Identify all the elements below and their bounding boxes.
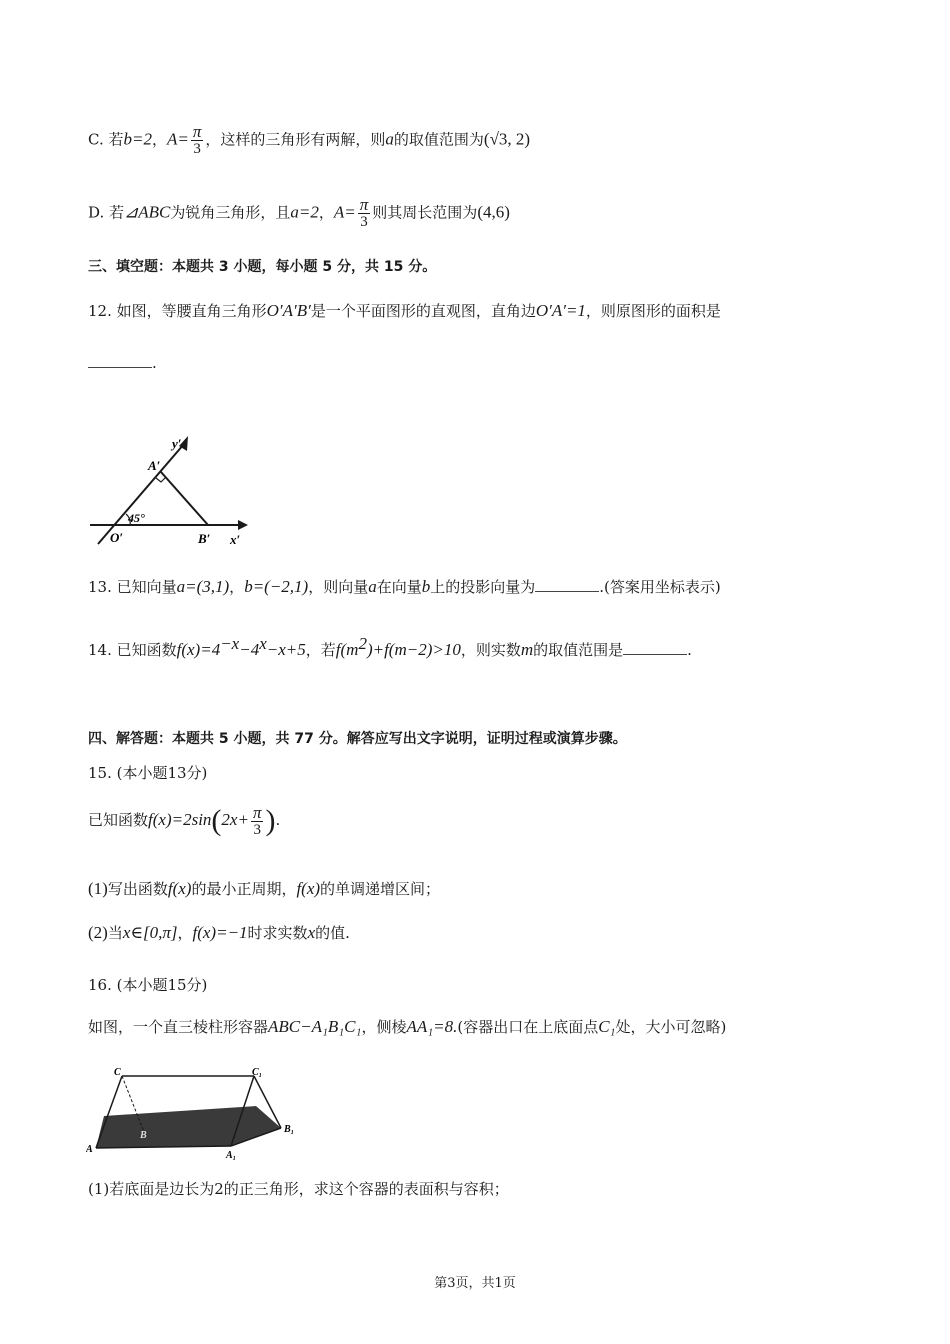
question-15-head: 15. (本小题13分)	[88, 764, 208, 782]
o-label: O′	[110, 530, 124, 545]
page-footer: 第3页，共1页	[434, 1276, 516, 1291]
label-c1: C₁	[252, 1067, 263, 1078]
question-12: 12. 如图，等腰直角三角形O′A′B′是一个平面图形的直观图，直角边O′A′=1，则原图形的面积是	[88, 301, 721, 320]
label-c: C	[114, 1067, 121, 1078]
question-15-given: 已知函数f(x)=2sin(2x+ $\frac{\pi}{3}$ ).	[88, 802, 281, 838]
a-label: A′	[148, 458, 161, 473]
option-d: D. 若⊿ABC为锐角三角形，且a=2，A= $\frac{\pi}{3}$ 则其周长范围为(4,6)	[88, 195, 510, 230]
question-16-text: 如图，一个直三棱柱形容器ABC−A₁B₁C₁，侧棱AA₁=8.(容器出口在上底面点C₁处，大小可忽略)	[88, 1017, 727, 1036]
figure-prism-container	[86, 1066, 306, 1162]
y-axis	[98, 444, 184, 544]
answer-blank[interactable]	[535, 590, 599, 592]
x-label: x′	[230, 532, 241, 547]
question-15-part-1: (1)写出函数f(x)的最小正周期，f(x)的单调递增区间；	[88, 879, 441, 898]
question-15-part-2: (2)当x∈[0,π]，f(x)=−1时求实数x的值.	[88, 923, 350, 942]
y-label: y′	[172, 436, 182, 451]
triangle-hypotenuse	[161, 472, 208, 525]
section-3-heading: 三、填空题：本题共 3 小题，每小题 5 分，共 15 分。	[88, 259, 437, 275]
question-16-part-1: (1)若底面是边长为2的正三角形，求这个容器的表面积与容积；	[88, 1180, 509, 1198]
label-b: B	[140, 1130, 147, 1141]
option-c: C. 若b=2，A= $\frac{\pi}{3}$ ，这样的三角形有两解，则a的取值范围为(√3, 2)	[88, 122, 531, 157]
label-a: A	[86, 1144, 93, 1155]
answer-blank[interactable]	[88, 366, 152, 368]
angle-label: 45°	[128, 511, 145, 525]
b-label: B′	[198, 531, 211, 546]
question-12-answer-line: .	[88, 354, 157, 372]
question-13: 13. 已知向量a=(3,1)，b=(−2,1)，则向量a在向量b上的投影向量为 .(答案用坐标表示)	[88, 577, 721, 596]
label-a1: A₁	[226, 1150, 237, 1161]
section-4-heading: 四、解答题：本题共 5 小题，共 77 分。解答应写出文字说明，证明过程或演算步骤。	[88, 731, 627, 747]
label-b1: B₁	[284, 1124, 295, 1135]
question-14: 14. 已知函数$f(x)=4^{-x}-4^x-x+5$，若$f(m^2)+f(m-2)>10$，则实数m的取值范围是 .	[88, 634, 692, 659]
figure-oblique-triangle	[86, 430, 256, 550]
fraction: $\frac{\pi}{3}$	[192, 122, 202, 157]
answer-blank[interactable]	[623, 653, 687, 655]
liquid-region	[96, 1106, 281, 1148]
right-angle-mark	[156, 477, 166, 482]
fraction: $\frac{\pi}{3}$	[252, 802, 262, 838]
question-16-head: 16. (本小题15分)	[88, 976, 208, 994]
fraction: $\frac{\pi}{3}$	[359, 195, 369, 230]
x-axis-arrow	[238, 520, 248, 530]
